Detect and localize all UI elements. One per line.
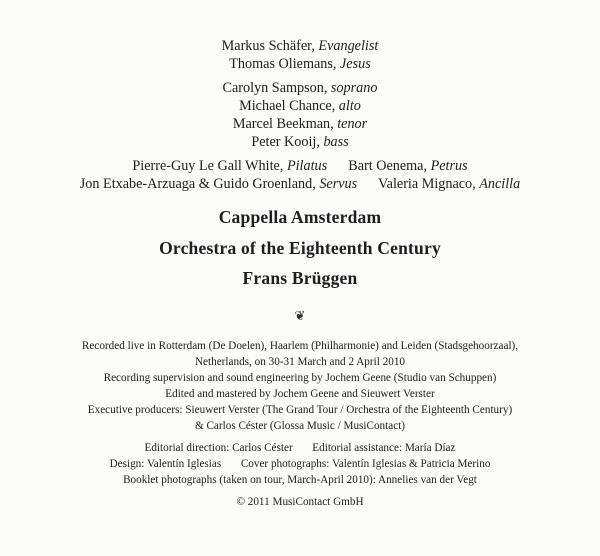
role-name: Jon Etxabe-Arzuaga & Guido Groenland,: [79, 176, 316, 192]
credit-line: & Carlos Céster (Glossa Music / MusiContact): [194, 420, 406, 432]
credit-line: Edited and mastered by Jochem Geene and Sieuwert Verster: [165, 388, 435, 400]
soloist-name: Michael Chance,: [239, 98, 336, 114]
role-title: Pilatus: [286, 158, 328, 174]
credit-line: Recorded live in Rotterdam (De Doelen), Haarlem (Philharmonie) and Leiden (Stadsgehoorzaal),: [81, 340, 519, 352]
soloist-line: [0, 38, 600, 55]
booklet-photographs-credit: Booklet photographs (taken on tour, March-April 2010): Annelies van der Vegt: [123, 474, 477, 486]
soloist-line: [0, 56, 600, 73]
role-name: Bart Oenema,: [348, 158, 428, 174]
editorial-direction: Editorial direction: Carlos Céster: [144, 442, 293, 454]
design-line: [0, 458, 600, 470]
minor-roles-line: [0, 176, 600, 193]
soloist-line: [0, 134, 600, 151]
soloist-role: tenor: [337, 116, 368, 132]
soloist-name: Carolyn Sampson,: [222, 80, 328, 96]
credit-line: Netherlands, on 30-31 March and 2 April 2010: [194, 356, 406, 368]
credit-line: Executive producers: Sieuwert Verster (The Grand Tour / Orchestra of the Eighteenth Century): [87, 404, 513, 416]
soloist-name: Markus Schäfer,: [221, 38, 315, 54]
fleuron-icon: ❦: [294, 308, 306, 323]
soloist-role: soprano: [330, 80, 378, 96]
soloist-name: Thomas Oliemans,: [229, 56, 337, 72]
cover-photographs-credit: Cover photographs: Valentín Iglesias & Patricia Merino: [240, 458, 491, 470]
editorial-line: [0, 442, 600, 454]
ensemble-name: Cappella Amsterdam: [218, 207, 382, 227]
copyright-notice: © 2011 MusiContact GmbH: [236, 496, 364, 508]
role-name: Valeria Mignaco,: [377, 176, 476, 192]
soloist-line: [0, 98, 600, 115]
soloist-role: alto: [338, 98, 361, 114]
soloist-role: bass: [323, 134, 349, 150]
minor-roles-line: [0, 158, 600, 175]
credit-line: Recording supervision and sound engineering by Jochem Geene (Studio van Schuppen): [103, 372, 497, 384]
ensemble-name: Orchestra of the Eighteenth Century: [159, 238, 441, 258]
soloist-role: Evangelist: [318, 38, 379, 54]
role-title: Ancilla: [479, 176, 521, 192]
role-title: Petrus: [430, 158, 468, 174]
role-name: Pierre-Guy Le Gall White,: [132, 158, 284, 174]
role-title: Servus: [319, 176, 358, 192]
soloist-role: Jesus: [340, 56, 371, 72]
editorial-assistance: Editorial assistance: María Díaz: [312, 442, 456, 454]
conductor-name: Frans Brüggen: [242, 268, 358, 288]
soloist-line: [0, 116, 600, 133]
soloist-line: [0, 80, 600, 97]
soloist-name: Marcel Beekman,: [232, 116, 334, 132]
soloist-name: Peter Kooij,: [251, 134, 320, 150]
design-credit: Design: Valentín Iglesias: [109, 458, 222, 470]
